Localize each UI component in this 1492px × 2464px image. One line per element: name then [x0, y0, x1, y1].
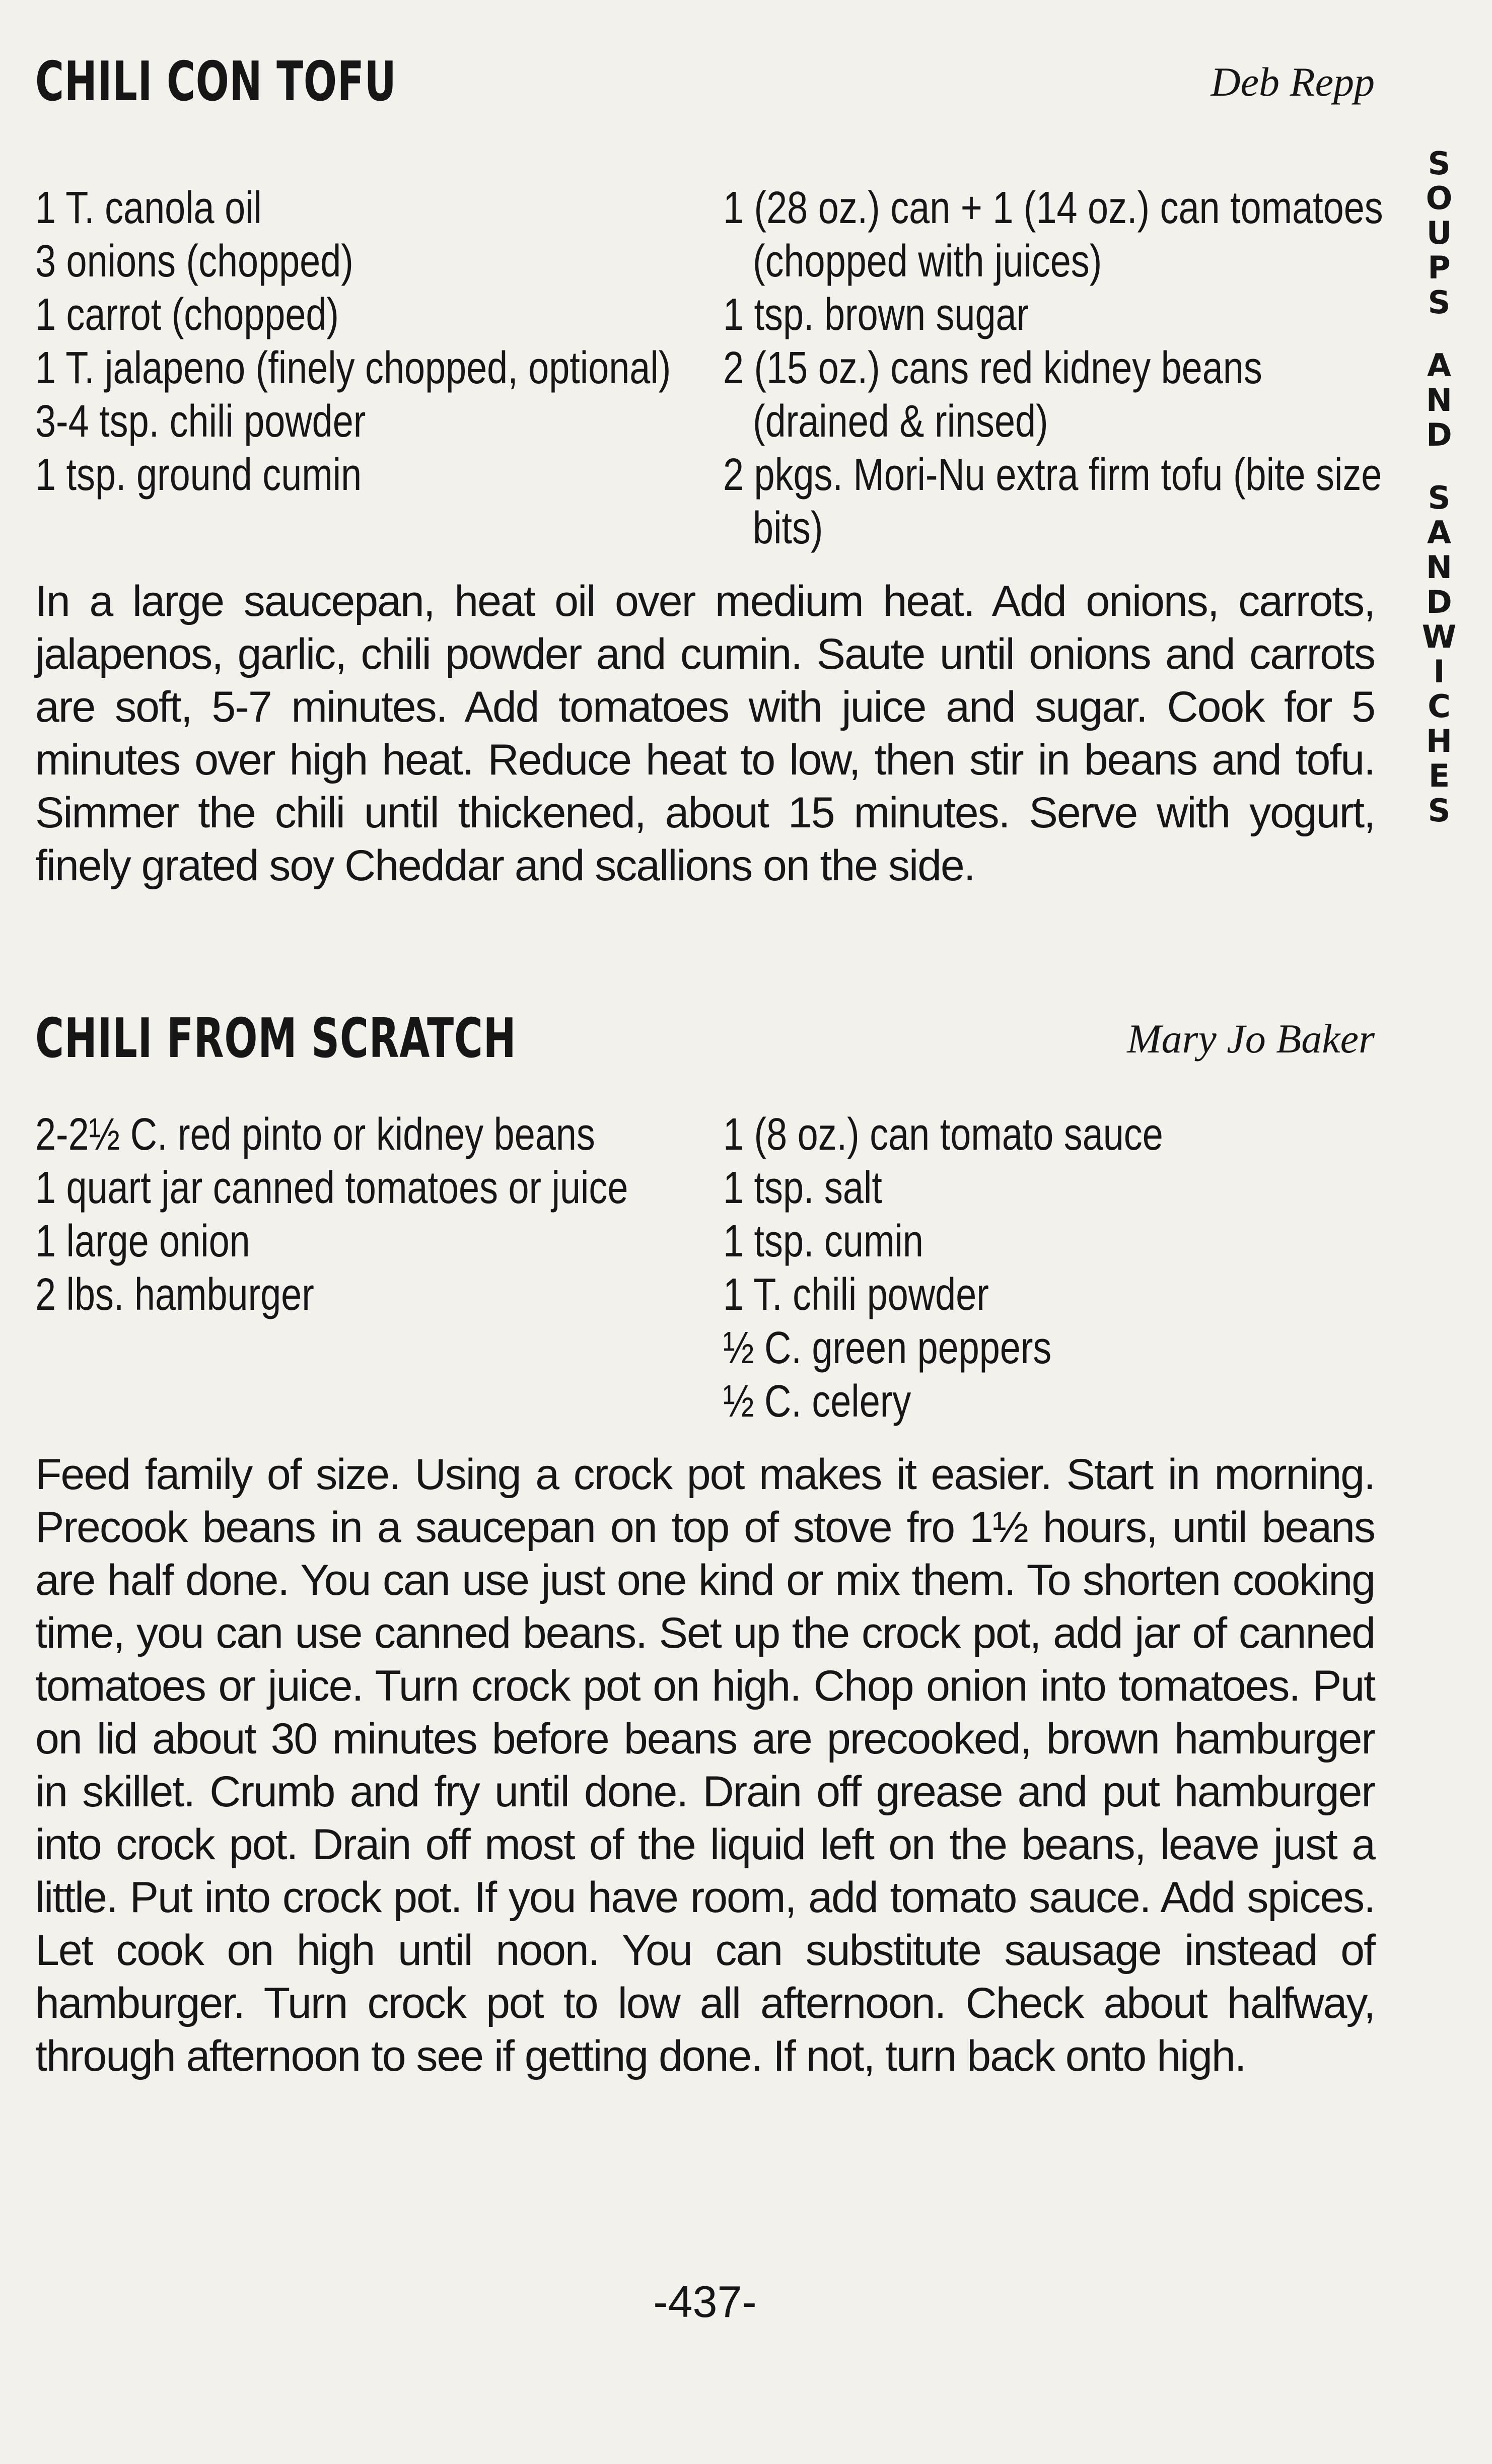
side-tab-letter: D — [1426, 416, 1452, 453]
ingredient-item: 1 T. jalapeno (finely chopped, optional) — [35, 343, 671, 393]
ingredient-item: 2 (15 oz.) cans red kidney beans (drained & rinsed) — [723, 343, 1262, 447]
side-tab-letter: A — [1427, 514, 1451, 551]
ingredient-column-left — [35, 1108, 705, 1428]
side-tab-letter: S — [1428, 479, 1451, 516]
ingredient-item: 1 T. chili powder — [723, 1270, 989, 1320]
side-tab-letter: W — [1422, 618, 1457, 655]
ingredient-item: 1 T. canola oil — [35, 183, 262, 233]
side-tab-letter: P — [1428, 249, 1451, 286]
ingredient-column-right — [705, 1108, 1375, 1428]
ingredient-item: 3 onions (chopped) — [35, 236, 353, 287]
side-tab-letter: S — [1428, 792, 1451, 829]
ingredient-item: 1 tsp. ground cumin — [35, 450, 362, 500]
side-tab-letter: C — [1428, 688, 1451, 725]
ingredient-item: 1 (28 oz.) can + 1 (14 oz.) can tomatoes (chopped with juices) — [723, 183, 1383, 287]
side-tab-letter: O — [1426, 180, 1453, 217]
side-tab-letter: H — [1426, 723, 1452, 759]
ingredient-item: 1 (8 oz.) can tomato sauce — [723, 1109, 1163, 1160]
side-tab-word — [1426, 348, 1452, 452]
ingredient-item: 1 tsp. brown sugar — [723, 290, 1029, 340]
side-tab-letter: I — [1433, 653, 1445, 690]
side-tab-letter: A — [1427, 347, 1451, 384]
ingredient-item: 1 carrot (chopped) — [35, 290, 339, 340]
section-side-tab — [1416, 146, 1462, 856]
ingredient-item: 2 lbs. hamburger — [35, 1270, 314, 1320]
ingredient-item: 2-2½ C. red pinto or kidney beans — [35, 1109, 595, 1160]
ingredient-column-right — [705, 181, 1383, 555]
side-tab-letter: D — [1426, 584, 1452, 620]
ingredient-item: 1 tsp. cumin — [723, 1216, 923, 1266]
recipe-author: Deb Repp — [1211, 59, 1375, 105]
recipe-chili-from-scratch — [35, 987, 1375, 2126]
ingredient-item: ½ C. green peppers — [723, 1323, 1052, 1373]
side-tab-letter: S — [1428, 284, 1451, 321]
side-tab-letter: N — [1426, 382, 1452, 418]
ingredient-item: 1 tsp. salt — [723, 1163, 882, 1213]
ingredient-list — [35, 181, 1383, 555]
recipe-instructions: Feed family of size. Using a crock pot makes it easier. Start in morning. Precook beans in a saucepan on top of stove fro 1½ hours, until beans are half done. You can use just one kind or mix them. To shorten cooking time, you can use canned beans. Set up the crock pot, add jar of canned tomatoes or juice. Turn crock pot on high. Chop onion into tomatoes. Put on lid about 30 minutes before beans are precooked, brown hamburger in skillet. Crumb and fry until done. Drain off grease and put hamburger into crock pot. Drain off most of the liquid left on the beans, leave just a little. Put into crock pot. If you have room, add tomato sauce. Add spices. Let cook on high until noon. You can substitute sausage instead of hamburger. Turn crock pot to low all afternoon. Check about halfway, through afternoon to see if getting done. If not, turn back onto high. — [35, 1450, 1375, 2080]
recipe-header — [35, 30, 1375, 111]
recipe-title: CHILI FROM SCRATCH — [35, 1007, 517, 1070]
recipe-header — [35, 987, 1375, 1068]
recipe-chili-con-tofu — [35, 30, 1383, 936]
side-tab-letter: N — [1426, 549, 1452, 586]
recipe-author: Mary Jo Baker — [1127, 1016, 1375, 1062]
page-number: -437- — [653, 2277, 757, 2327]
ingredient-item: 2 pkgs. Mori-Nu extra firm tofu (bite size bits) — [723, 450, 1382, 553]
recipe-instructions: In a large saucepan, heat oil over medium heat. Add onions, carrots, jalapenos, garlic, chili powder and cumin. Saute until onions and carrots are soft, 5-7 minutes. Add tomatoes with juice and sugar. Cook for 5 minutes over high heat. Reduce heat to low, then stir in beans and tofu. Simmer the chili until thickened, about 15 minutes. Serve with yogurt, finely grated soy Cheddar and scallions on the side. — [35, 577, 1375, 890]
side-tab-letter: U — [1426, 215, 1452, 251]
ingredient-item: 3-4 tsp. chili powder — [35, 396, 366, 447]
ingredient-item: 1 large onion — [35, 1216, 250, 1266]
ingredient-item: ½ C. celery — [723, 1376, 911, 1427]
side-tab-word — [1422, 480, 1456, 828]
ingredient-item: 1 quart jar canned tomatoes or juice — [35, 1163, 628, 1213]
recipe-title: CHILI CON TOFU — [35, 50, 397, 113]
side-tab-letter: S — [1428, 145, 1451, 182]
side-tab-word — [1426, 146, 1453, 320]
ingredient-list — [35, 1108, 1375, 1428]
side-tab-letter: E — [1428, 757, 1450, 794]
ingredient-column-left — [35, 181, 705, 555]
